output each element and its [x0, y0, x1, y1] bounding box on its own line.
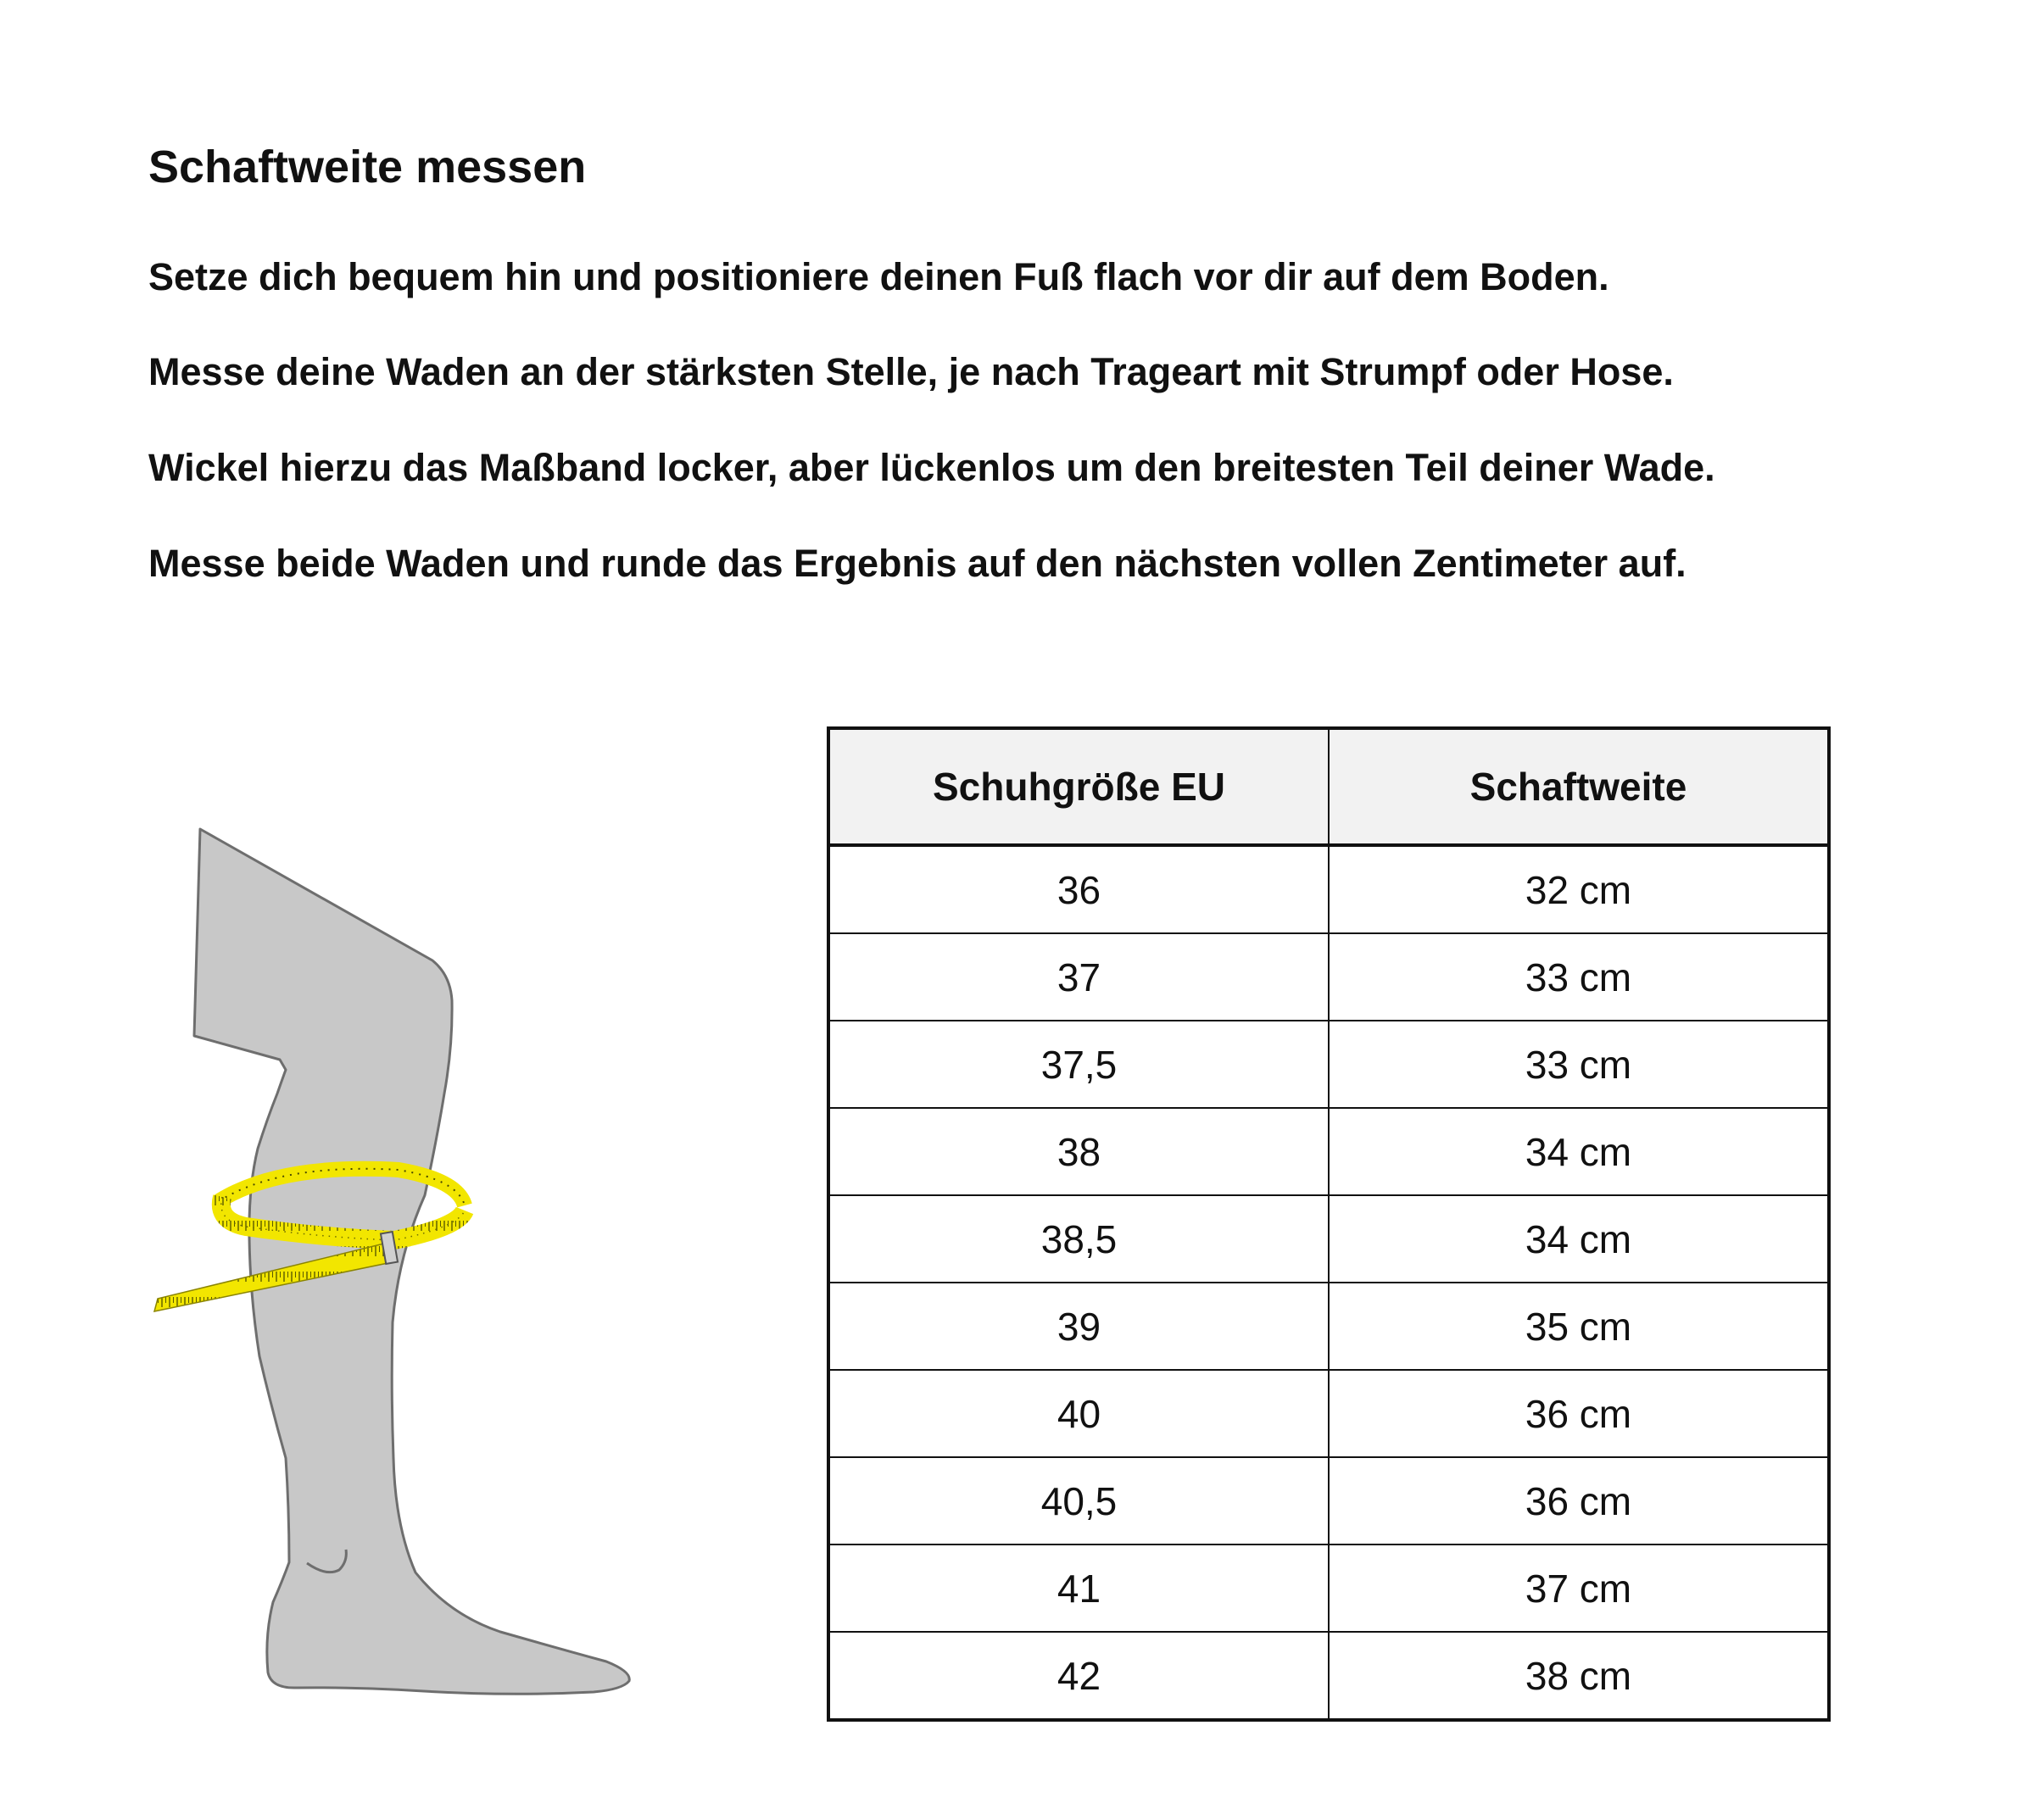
shoe-size-cell: 40,5: [828, 1457, 1329, 1544]
table-row: [828, 1195, 1829, 1283]
shaft-width-cell: 38 cm: [1329, 1632, 1829, 1720]
table-row: [828, 1283, 1829, 1370]
instruction-step-3: Wickel hierzu das Maßband locker, aber lückenlos um den breitesten Teil deiner Wade.: [148, 446, 1715, 489]
table-row: [828, 1632, 1829, 1720]
shoe-size-cell: 38,5: [828, 1195, 1329, 1283]
shaft-width-cell: 35 cm: [1329, 1283, 1829, 1370]
column-header-shoe-size: Schuhgröße EU: [828, 728, 1329, 845]
shaft-width-cell: 33 cm: [1329, 933, 1829, 1021]
instruction-step-4: Messe beide Waden und runde das Ergebnis auf den nächsten vollen Zentimeter auf.: [148, 542, 1687, 585]
shoe-size-cell: 42: [828, 1632, 1329, 1720]
shoe-size-cell: 36: [828, 845, 1329, 933]
table-row: [828, 1544, 1829, 1632]
shaft-width-cell: 32 cm: [1329, 845, 1829, 933]
table-row: [828, 933, 1829, 1021]
shaft-width-cell: 36 cm: [1329, 1457, 1829, 1544]
shaft-width-cell: 34 cm: [1329, 1195, 1829, 1283]
shaft-width-cell: 33 cm: [1329, 1021, 1829, 1108]
table-row: [828, 845, 1829, 933]
shoe-size-cell: 37,5: [828, 1021, 1329, 1108]
shaft-width-cell: 36 cm: [1329, 1370, 1829, 1457]
instruction-step-2: Messe deine Waden an der stärksten Stelle, je nach Trageart mit Strumpf oder Hose.: [148, 350, 1674, 393]
shoe-size-cell: 37: [828, 933, 1329, 1021]
instruction-step-1: Setze dich bequem hin und positioniere deinen Fuß flach vor dir auf dem Boden.: [148, 255, 1609, 298]
shaft-width-cell: 34 cm: [1329, 1108, 1829, 1195]
table-row: [828, 1457, 1829, 1544]
leg-shape: [194, 829, 629, 1694]
shoe-size-cell: 39: [828, 1283, 1329, 1370]
shoe-size-cell: 38: [828, 1108, 1329, 1195]
table-row: [828, 1108, 1829, 1195]
shaft-width-cell: 37 cm: [1329, 1544, 1829, 1632]
shoe-size-cell: 40: [828, 1370, 1329, 1457]
leg-with-measuring-tape-icon: [136, 814, 644, 1704]
table-header-row: [828, 728, 1829, 845]
table-row: [828, 1370, 1829, 1457]
column-header-shaft-width: Schaftweite: [1329, 728, 1829, 845]
table-row: [828, 1021, 1829, 1108]
page-title: Schaftweite messen: [148, 142, 587, 192]
size-table: [827, 726, 1831, 1722]
shoe-size-cell: 41: [828, 1544, 1329, 1632]
